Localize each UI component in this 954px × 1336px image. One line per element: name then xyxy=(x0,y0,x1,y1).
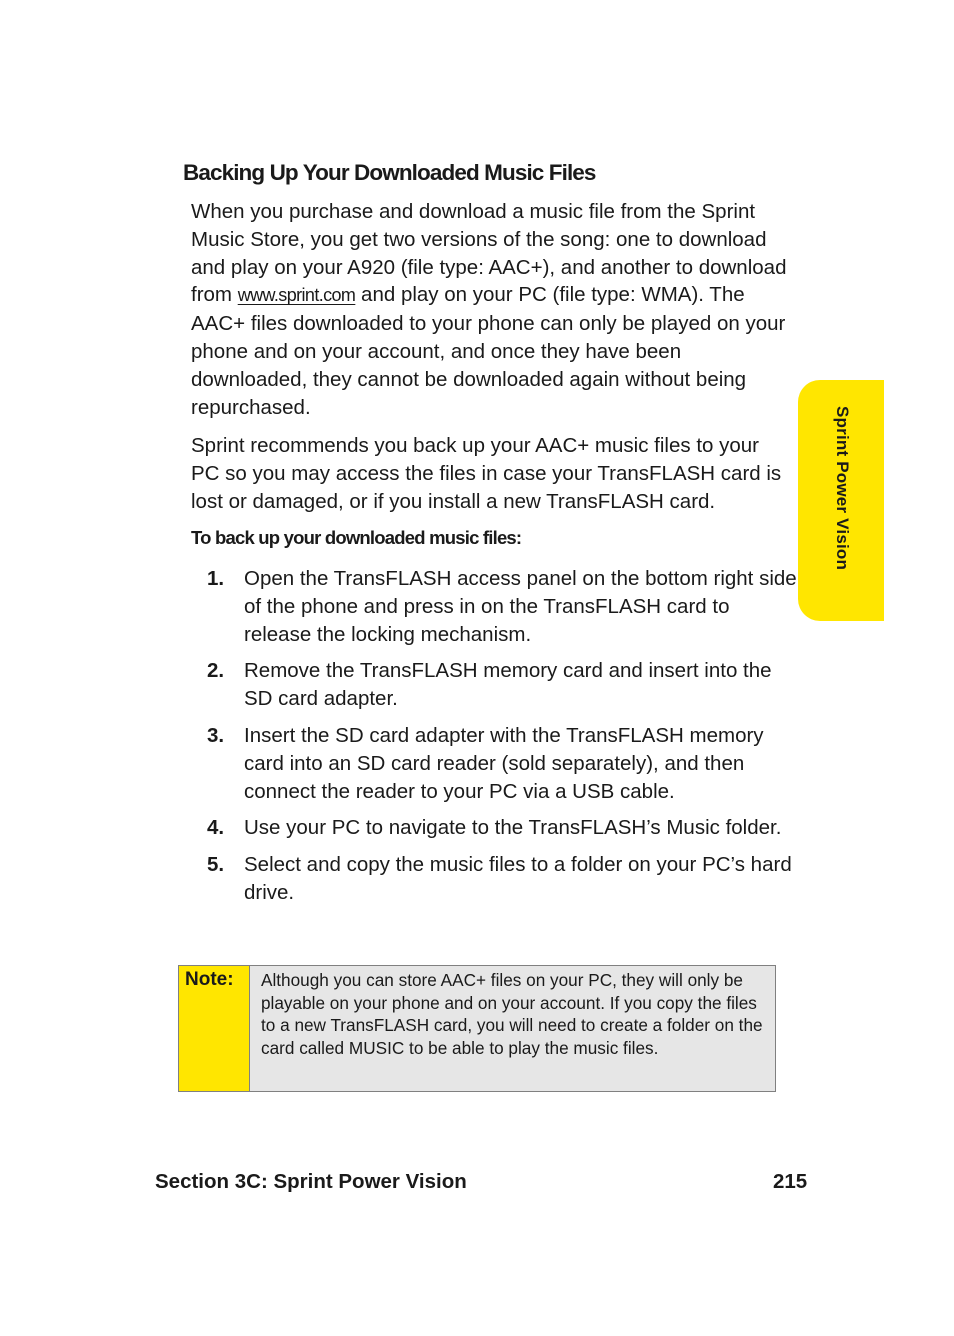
note-box xyxy=(178,965,776,1092)
footer-section-title: Section 3C: Sprint Power Vision xyxy=(155,1170,467,1193)
step-text: Remove the TransFLASH memory card and insert into the SD card adapter. xyxy=(244,659,772,711)
step-number: 5. xyxy=(207,853,225,877)
step-number: 1. xyxy=(207,567,225,590)
steps-list xyxy=(207,565,797,916)
procedure-heading: To back up your downloaded music files: xyxy=(191,527,522,548)
page-number: 215 xyxy=(773,1170,808,1193)
side-tab-label: Sprint Power Vision xyxy=(833,406,852,571)
step-text: Select and copy the music files to a folder on your PC’s hard drive. xyxy=(244,853,792,904)
step-number: 4. xyxy=(207,816,225,840)
step-item xyxy=(207,814,797,842)
step-text: Use your PC to navigate to the TransFLASH’s Music folder. xyxy=(244,816,782,840)
section-side-tab xyxy=(798,380,884,621)
intro-paragraph xyxy=(191,198,791,421)
intro-text-end: and play on your PC (file type: WMA). The AAC+ files downloaded to your phone can only be played on your phone and on your account, and once they have been downloaded, they cannot be downloaded again without being repurchased. xyxy=(191,283,786,419)
sprint-website-link[interactable]: www.sprint.com xyxy=(237,285,356,306)
step-item xyxy=(207,565,797,648)
step-text: Insert the SD card adapter with the TransFLASH memory card into an SD card reader (sold separately), and then connect the reader to your PC via a USB cable. xyxy=(244,723,764,803)
step-number: 3. xyxy=(207,723,225,747)
section-heading: Backing Up Your Downloaded Music Files xyxy=(183,160,596,185)
intro-text-start: When you purchase and download a music file from the Sprint Music Store, you get two versions of the song: one to download and play on your A920 (file type: AAC+), and another to download from xyxy=(191,200,787,307)
note-label: Note: xyxy=(179,966,250,1091)
step-number: 2. xyxy=(207,659,225,683)
step-text: Open the TransFLASH access panel on the bottom right side of the phone and press in on the TransFLASH card to release the locking mechanism. xyxy=(244,567,797,646)
step-item xyxy=(207,722,797,805)
note-text: Although you can store AAC+ files on your PC, they will only be playable on your phone and on your account. If you copy the files to a new TransFLASH card, you will need to create a folder on the card called MUSIC to be able to play the music files. xyxy=(250,966,775,1091)
step-item xyxy=(207,657,797,713)
recommendation-paragraph: Sprint recommends you back up your AAC+ music files to your PC so you may access the files in case your TransFLASH card is lost or damaged, or if you install a new TransFLASH card. xyxy=(191,434,782,513)
step-item xyxy=(207,851,797,907)
